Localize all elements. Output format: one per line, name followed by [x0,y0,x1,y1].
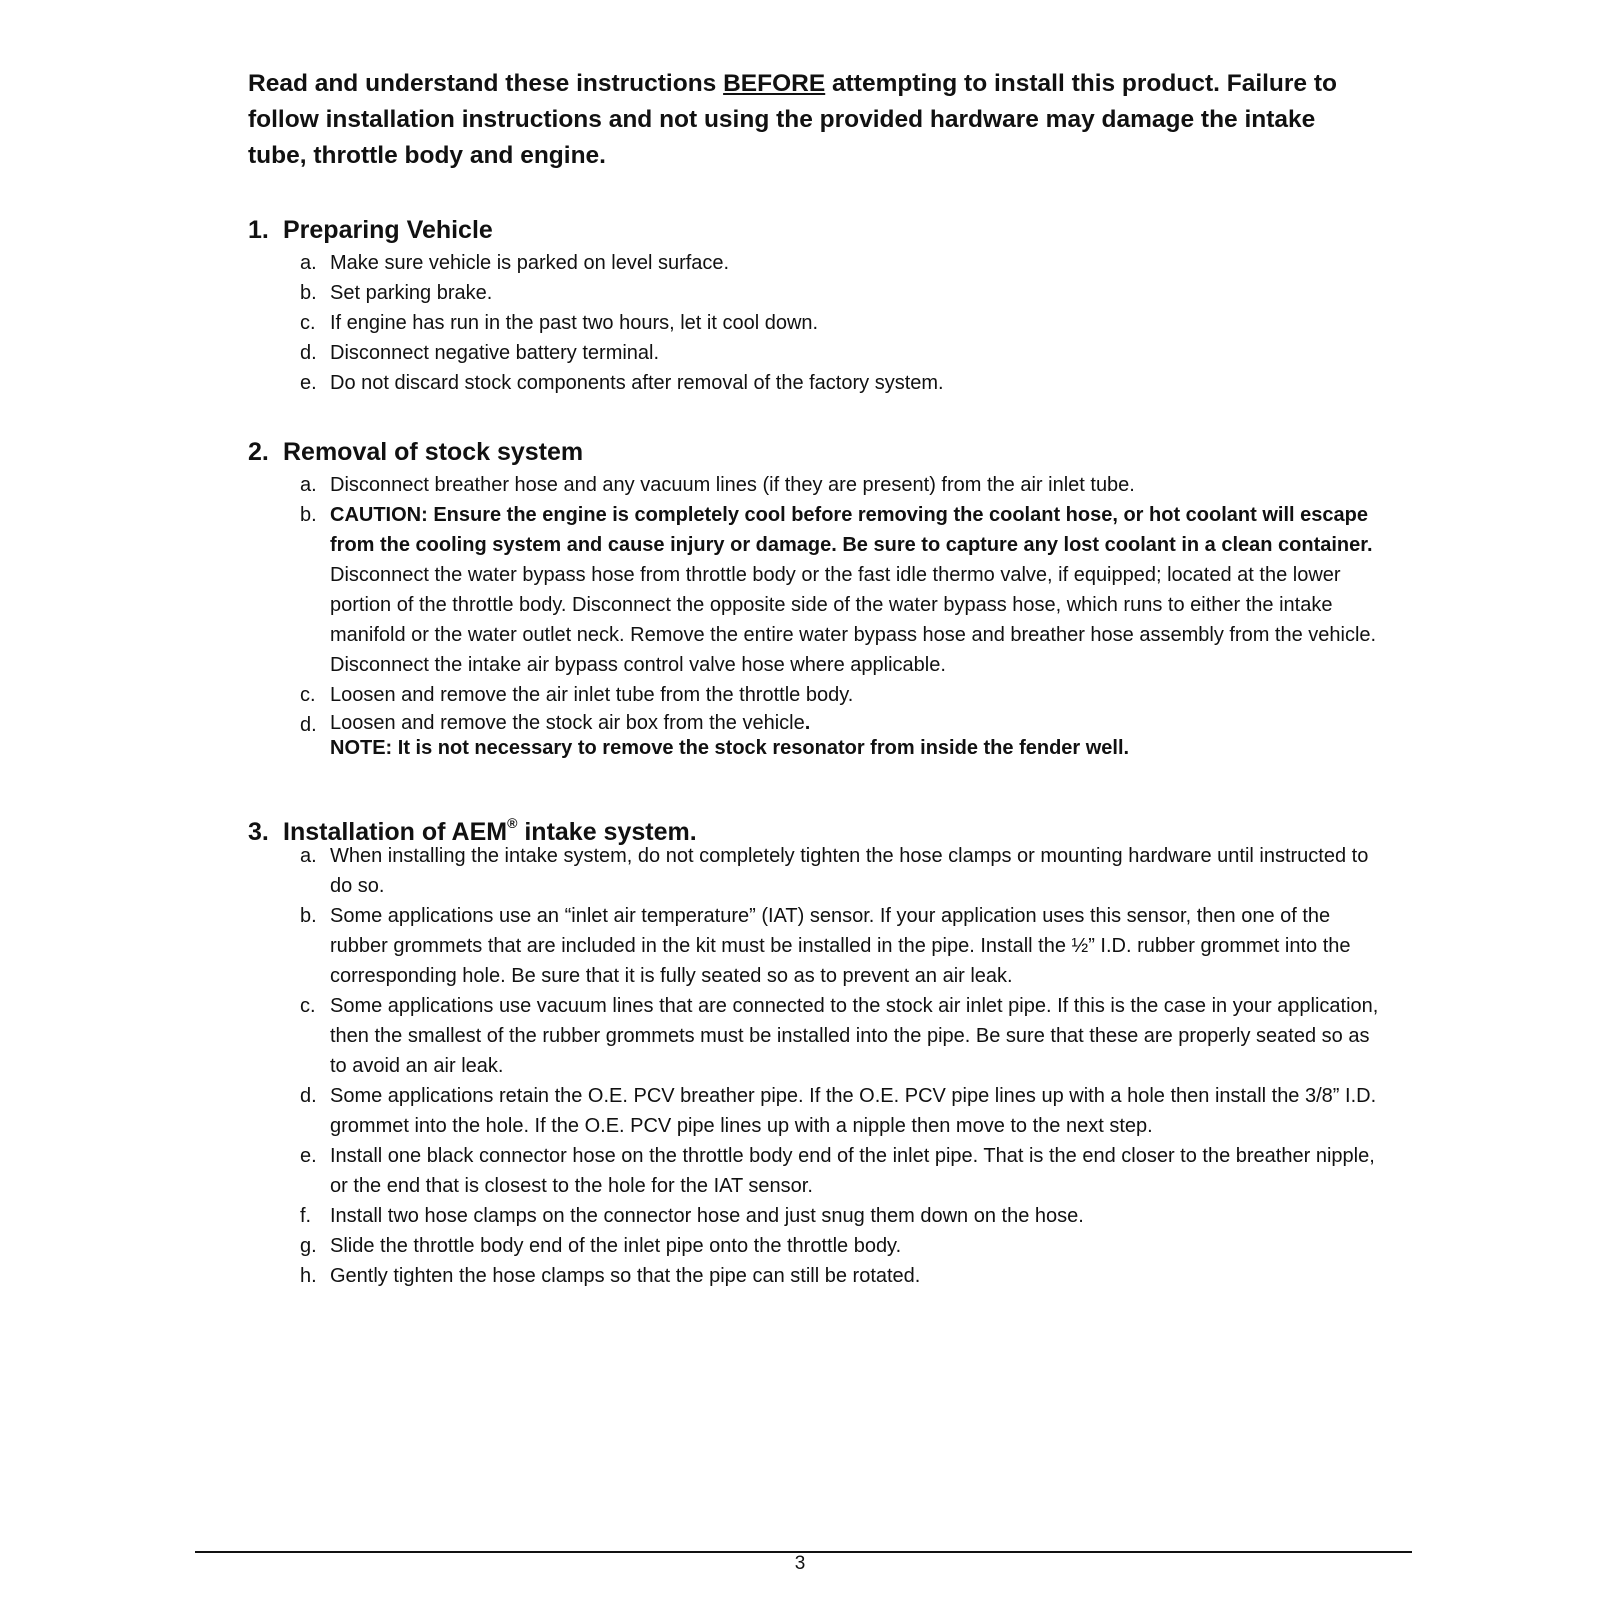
intro-text-start: Read and understand these instructions [248,70,724,97]
intro-text-end: attempting to install this product. Failure to follow installation instructions and not using the provided hardware may damage the intake tube, throttle body and engine. [248,70,1337,169]
item-text: When installing the intake system, do not completely tighten the hose clamps or mounting hardware until instructed to do so. [330,845,1369,897]
section-title: Installation of AEM [283,818,508,846]
section-number: 2. [248,438,269,466]
list-item [300,680,1380,710]
list-item [300,248,1380,278]
caution-text: CAUTION: Ensure the engine is completely cool before removing the coolant hose, or hot coolant will escape from the cooling system and cause injury or damage. Be sure to capture any lost coolant in a clean container. [330,504,1373,556]
section-2-heading [248,437,583,467]
section-title-suffix: intake system. [517,818,697,846]
item-letter: f. [300,1205,312,1227]
list-item [300,1201,1380,1231]
item-letter: b. [300,905,317,927]
item-text: Disconnect negative battery terminal. [330,342,660,364]
section-title: Preparing Vehicle [283,216,493,244]
note-text: NOTE: It is not necessary to remove the stock resonator from inside the fender well. [330,737,1130,759]
item-text: Some applications use an “inlet air temperature” (IAT) sensor. If your application uses this sensor, then one of the rubber grommets that are included in the kit must be installed in the pipe. Install the ½” I.D. rubber grommet into the corresponding hole. Be sure that it is fully seated so as to prevent an air leak. [330,905,1351,987]
item-text: Install two hose clamps on the connector hose and just snug them down on the hose. [330,1205,1084,1227]
list-item [300,1081,1380,1141]
item-text: Loosen and remove the stock air box from the vehicle [330,712,805,734]
item-text: Loosen and remove the air inlet tube from the throttle body. [330,684,854,706]
intro-warning [248,66,1368,174]
list-item [300,470,1380,500]
section-number: 3. [248,818,269,846]
item-letter: g. [300,1235,317,1257]
item-letter: c. [300,995,316,1017]
list-item [300,841,1380,901]
item-text: Set parking brake. [330,282,493,304]
item-text: Some applications retain the O.E. PCV breather pipe. If the O.E. PCV pipe lines up with a hole then install the 3/8” I.D. grommet into the hole. If the O.E. PCV pipe lines up with a nipple then move to the next step. [330,1085,1377,1137]
list-item [300,1141,1380,1201]
item-text: Disconnect breather hose and any vacuum lines (if they are present) from the air inlet tube. [330,474,1135,496]
item-letter: e. [300,372,317,394]
list-item [300,368,1380,398]
intro-emphasis: BEFORE [723,70,826,97]
item-letter: c. [300,684,316,706]
item-text: If engine has run in the past two hours, let it cool down. [330,312,819,334]
item-text: Make sure vehicle is parked on level surface. [330,252,730,274]
item-letter: a. [300,252,317,274]
list-item [300,500,1380,680]
item-letter: b. [300,504,317,526]
section-2-list [300,470,1380,760]
item-text: Slide the throttle body end of the inlet pipe onto the throttle body. [330,1235,902,1257]
item-letter: d. [300,714,317,736]
list-item [300,991,1380,1081]
item-text: Disconnect the water bypass hose from throttle body or the fast idle thermo valve, if equipped; located at the lower portion of the throttle body. Disconnect the opposite side of the water bypass hose, which runs to either the intake manifold or the water outlet neck. Remove the entire water bypass hose and breather hose assembly from the vehicle. Disconnect the intake air bypass control valve hose where applicable. [330,564,1377,676]
item-text: Gently tighten the hose clamps so that the pipe can still be rotated. [330,1265,921,1287]
item-text: Install one black connector hose on the throttle body end of the inlet pipe. That is the end closer to the breather nipple, or the end that is closest to the hole for the IAT sensor. [330,1145,1375,1197]
item-letter: d. [300,342,317,364]
item-letter: h. [300,1265,317,1287]
section-3-list [300,841,1380,1291]
list-item [300,901,1380,991]
section-1-heading [248,215,493,245]
list-item [300,1231,1380,1261]
list-item [300,278,1380,308]
item-letter: a. [300,474,317,496]
list-item [300,1261,1380,1291]
registered-mark: ® [507,815,518,831]
list-item [300,308,1380,338]
item-text: Some applications use vacuum lines that are connected to the stock air inlet pipe. If this is the case in your application, then the smallest of the rubber grommets must be installed into the pipe. Be sure that these are properly seated so as to avoid an air leak. [330,995,1379,1077]
item-letter: c. [300,312,316,334]
list-item [300,710,1380,760]
item-text-end: . [804,712,811,734]
item-letter: e. [300,1145,317,1167]
section-title: Removal of stock system [283,438,584,466]
item-letter: d. [300,1085,317,1107]
section-number: 1. [248,216,269,244]
item-letter: b. [300,282,317,304]
section-1-list [300,248,1380,398]
item-letter: a. [300,845,317,867]
item-text: Do not discard stock components after removal of the factory system. [330,372,944,394]
list-item [300,338,1380,368]
page-number: 3 [794,1553,806,1574]
